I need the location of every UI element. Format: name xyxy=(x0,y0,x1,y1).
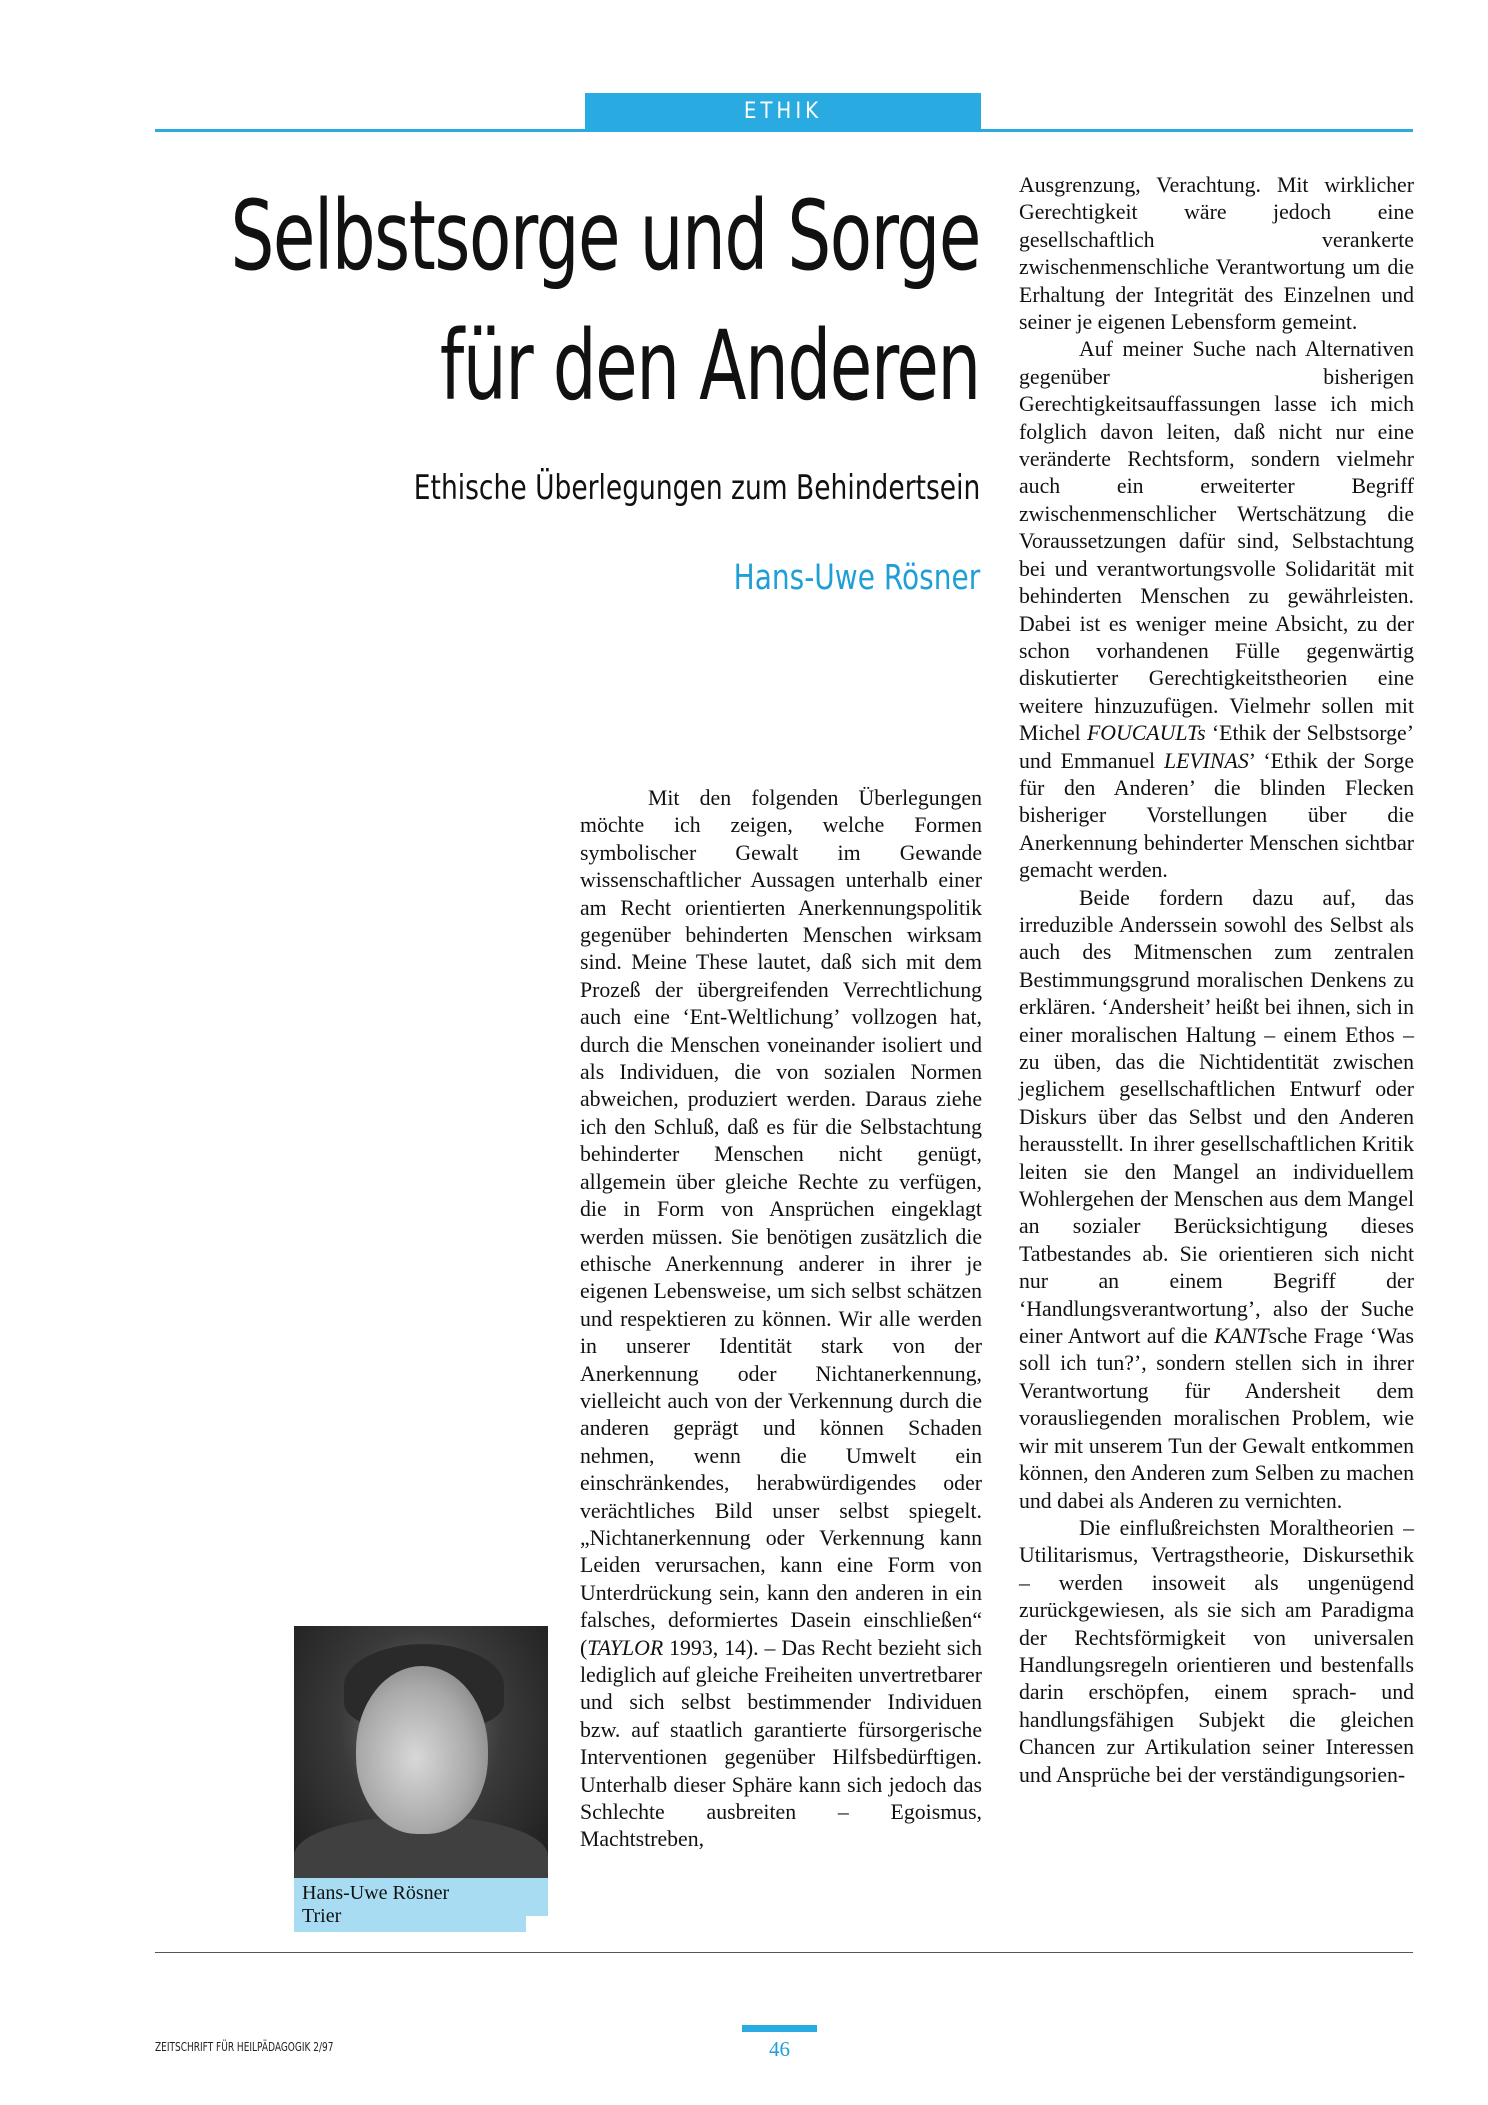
page-number-bar xyxy=(742,2025,817,2032)
paragraph-text: ‘Ethik der Selbstsorge’ und Emmanuel xyxy=(1019,721,1414,773)
article-author: Hans-Uwe Rösner xyxy=(733,558,980,598)
title-line-1: Selbstsorge und Sorge xyxy=(230,180,980,292)
paragraph-text: Mit den folgenden Überlegungen möchte ich zeigen, welche Formen symbolischer Gewalt im Gewande wissenschaftlicher Aussagen unterhalb einer am Recht orientierten Anerkennungspolitik gegenüber behinderten Menschen wirksam sind. Meine These lautet, daß sich mit dem Prozeß der übergreifenden Verrechtlichung auch eine ‘Ent-Weltlichung’ vollzogen hat, durch die Menschen voneinander isoliert und als Individuen, die von sozialen Normen abweichen, produziert werden. Daraus ziehe ich den Schluß, daß es für die Selbstachtung behinderter Menschen nicht genügt, allgemein über gleiche Rechte zu verfügen, die in Form von Ansprüchen eingeklagt werden müssen. Sie benötigen zusätzlich die ethische Anerkennung anderer in ihrer je eigenen Lebensweise, um sich selbst schätzen und respektieren zu können. Wir alle werden in unserer Identität stark von der Anerkennung oder Nichtanerkennung, vielleicht auch von der Verkennung durch die anderen geprägt und können Schaden nehmen, wenn die Umwelt ein einschränkendes, herabwürdigendes oder verächtliches Bild unser selbst spiegelt. „Nichtanerkennung oder Verkennung kann Leiden verursachen, kann eine Form von Unterdrückung sein, kann den anderen in ein falsches, deformiertes Dasein einschließen“ ( xyxy=(580,786,982,1660)
section-label: ETHIK xyxy=(585,93,981,131)
paragraph-text: ’ ‘Ethik der Sorge für den Anderen’ die blinden Flecken bisheriger Vorstellungen über die Anerkennung behinderter Menschen sichtbar gemacht werden. xyxy=(1019,748,1414,883)
paragraph-text: Beide fordern dazu auf, das irreduzible Anderssein sowohl des Selbst als auch des Mitmenschen zum zentralen Bestimmungsgrund moralischen Denkens zu erklären. ‘Andersheit’ heißt bei ihnen, sich in einer moralischen Haltung – einem Ethos – zu üben, das die Nichtidentität zwischen jeglichem gesellschaftlichen Entwurf oder Diskurs über das Selbst und den Anderen herausstellt. In ihrer gesellschaftlichen Kritik leiten sie den Mangel an individuellem Wohlergehen der Menschen aus dem Mangel an sozialer Berücksichtigung dieses Tatbestandes ab. Sie orientieren sich nicht nur an einem Begriff der ‘Handlungsverantwortung’, also der Suche einer Antwort auf die xyxy=(1019,885,1414,1349)
caption-name: Hans-Uwe Rösner xyxy=(302,1882,450,1904)
article-subtitle: Ethische Überlegungen zum Behindertsein xyxy=(413,468,980,508)
paragraph-text: sche Frage ‘Was soll ich tun?’, sondern stellen sich in ihrer Verantwortung für Andersheit dem vorausliegenden moralischen Problem, wie wir mit unserem Tun der Gewalt entkommen können, den Anderen zum Selben zu machen und dabei als Anderen zu vernichten. xyxy=(1019,1324,1414,1513)
footer-rule xyxy=(155,1952,1413,1953)
paragraph-text: Auf meiner Suche nach Alternativen gegenüber bisherigen Gerechtigkeitsauffassungen lasse ich mich folglich davon leiten, daß nicht nur eine veränderte Rechtsform, sondern vielmehr auch ein erweiterter Begriff zwischenmenschlicher Wertschätzung die Voraussetzungen dafür sind, Selbstachtung bei und verantwortungsvolle Solidarität mit behinderten Menschen zu gewährleisten. Dabei ist es weniger meine Absicht, zu der schon vorhandenen Fülle gegenwärtig diskutierter Gerechtigkeitstheorien eine weitere hinzuzufügen. Vielmehr sollen mit Michel xyxy=(1019,337,1414,746)
photo-caption xyxy=(294,1878,526,1932)
body-paragraph: Die einflußreichsten Moraltheorien – Utilitarismus, Vertragstheorie, Diskursethik – werden insoweit als ungenügend zurückgewiesen, als sie sich am Paradigma der Rechtsförmigkeit von universalen Handlungsregeln orientieren und bestenfalls darin erschöpfen, einem sprach- und handlungsfähigen Subjekt die gleichen Chancen zur Artikulation seiner Interessen und Ansprüche bei der verständigungsorien- xyxy=(1019,1515,1414,1787)
header-rule xyxy=(155,129,1413,132)
cited-name: KANT xyxy=(1214,1324,1269,1349)
photo-face xyxy=(356,1666,488,1834)
body-paragraph xyxy=(1019,885,1414,1515)
body-column-middle xyxy=(580,785,982,1854)
citation-author: TAYLOR xyxy=(587,1635,664,1660)
body-paragraph xyxy=(580,785,982,1854)
body-paragraph: Ausgrenzung, Verachtung. Mit wirklicher Gerechtigkeit wäre jedoch eine gesellschaftlich verankerte zwischenmenschliche Verantwortung um die Erhaltung der Integrität des Einzelnen und seiner je eigenen Lebensform gemeint. xyxy=(1019,173,1414,335)
caption-tail xyxy=(526,1878,548,1916)
body-paragraph xyxy=(1019,336,1414,884)
body-column-right xyxy=(1019,172,1414,1789)
cited-name: FOUCAULTs xyxy=(1086,721,1206,746)
article-title xyxy=(180,180,980,450)
author-photo xyxy=(294,1626,548,1878)
caption-place: Trier xyxy=(302,1905,342,1927)
title-line-2: für den Anderen xyxy=(440,310,980,422)
journal-name: ZEITSCHRIFT FÜR HEILPÄDAGOGIK 2/97 xyxy=(155,2039,334,2054)
paragraph-text: 1993, 14). – Das Recht bezieht sich lediglich auf gleiche Freiheiten unvertretbarer und sich selbst bestimmender Individuen bzw. auf staatlich garantierte fürsorgerische Interventionen gegenüber Hilfsbedürftigen. Unterhalb dieser Sphäre kann sich jedoch das Schlechte ausbreiten – Egoismus, Machtstreben, xyxy=(580,1635,982,1852)
cited-name: LEVINAS xyxy=(1164,748,1249,773)
page-number: 46 xyxy=(769,2037,790,2061)
